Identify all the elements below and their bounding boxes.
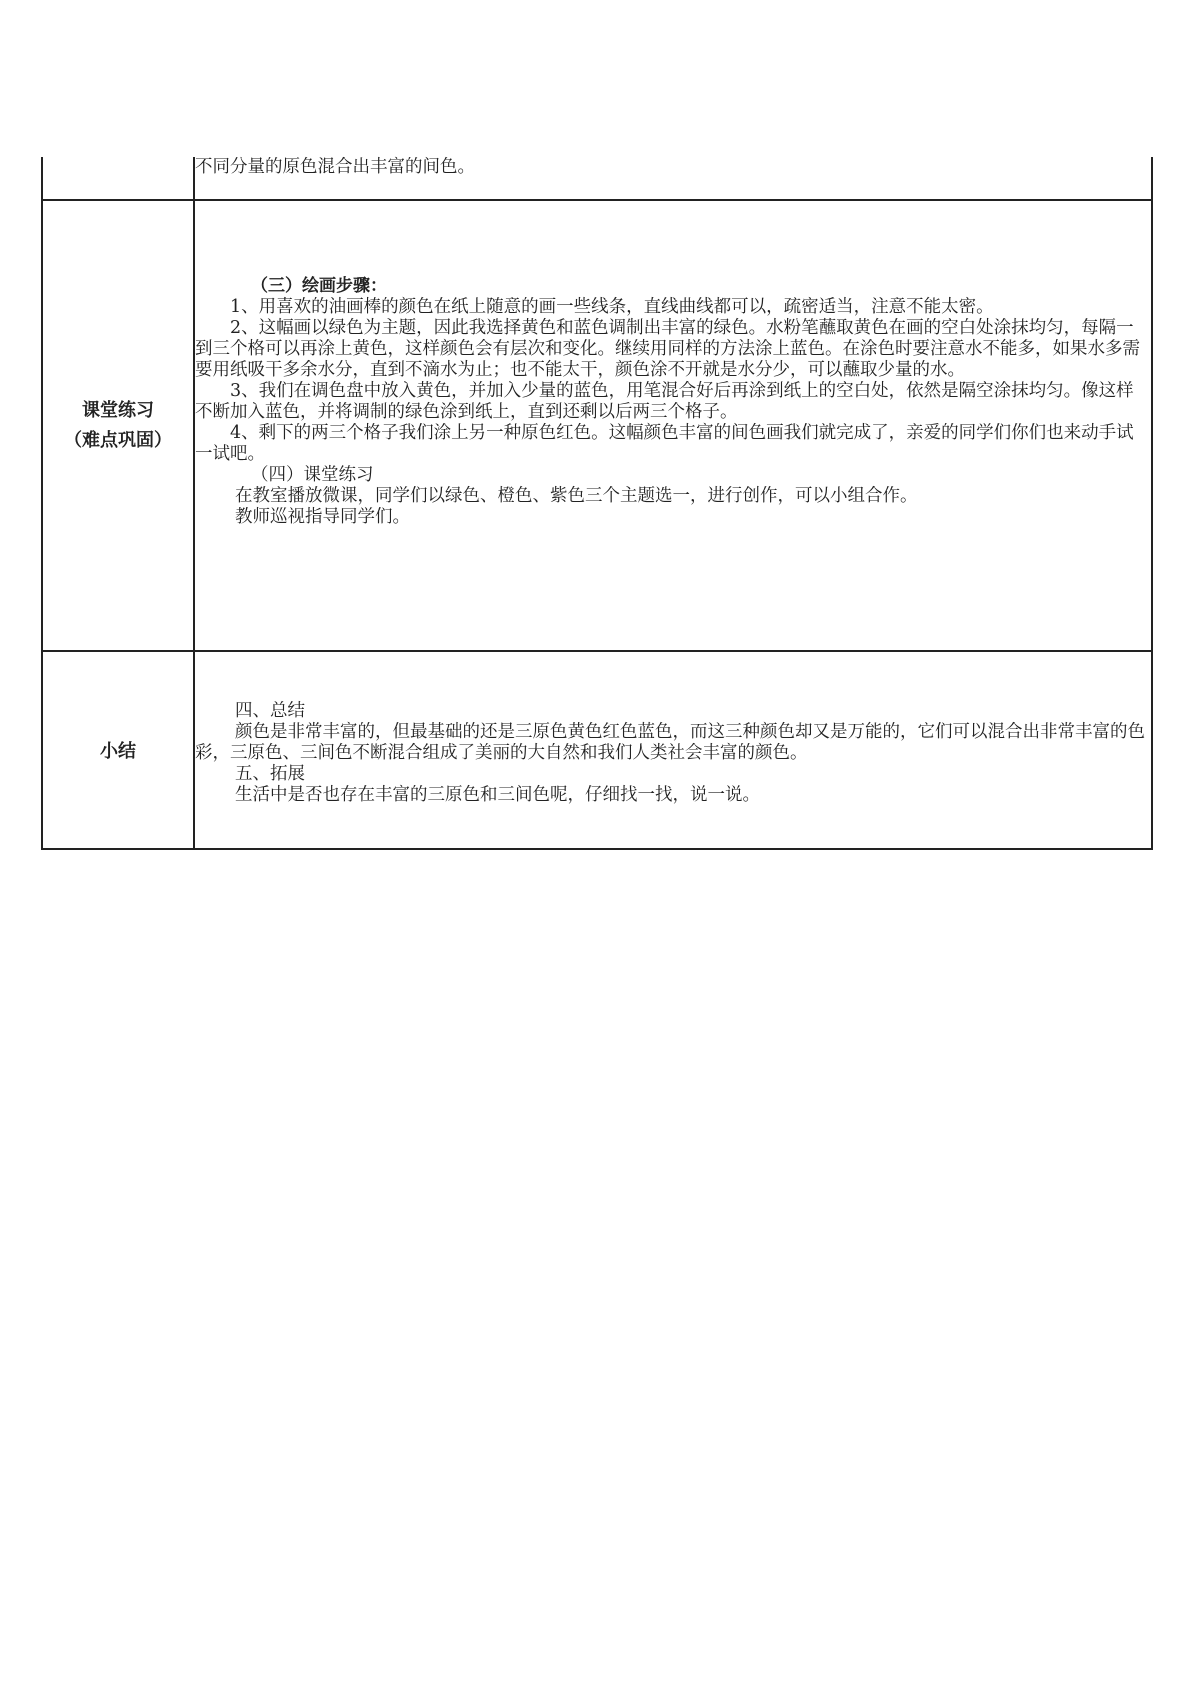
steps-heading: （三）绘画步骤： [251,276,387,296]
lesson-plan-table [41,157,1153,850]
practice-text-1: 在教室播放微课，同学们以绿色、橙色、紫色三个主题选一，进行创作，可以小组合作。 [235,486,918,506]
table-row-practice [42,200,1152,651]
row-label-summary: 小结 [42,651,194,849]
row-content-continued [194,157,1152,200]
row-content-practice [194,200,1152,651]
step-4: 4、剩下的两三个格子我们涂上另一种原色红色。这幅颜色丰富的间色画我们就完成了，亲爱的同学们你们也来动手试一试吧。 [195,423,1134,464]
step-2: 2、这幅画以绿色为主题，因此我选择黄色和蓝色调制出丰富的绿色。水粉笔蘸取黄色在画的空白处涂抹均匀，每隔一到三个格可以再涂上黄色，这样颜色会有层次和变化。继续用同样的方法涂上蓝色。在涂色时要注意水不能多，如果水多需要用纸吸干多余水分，直到不滴水为止；也不能太干，颜色涂不开就是水分少，可以蘸取少量的水。 [195,318,1140,380]
continued-text: 不同分量的原色混合出丰富的间色。 [195,157,475,177]
row-label-practice [42,200,194,651]
row-label-empty [42,157,194,200]
summary-text: 颜色是非常丰富的，但最基础的还是三原色黄色红色蓝色，而这三种颜色却又是万能的，它们可以混合出非常丰富的色彩，三原色、三间色不断混合组成了美丽的大自然和我们人类社会丰富的颜色。 [195,722,1145,763]
label-practice-line2: （难点巩固） [64,429,172,451]
table-row-continued [42,157,1152,200]
step-3: 3、我们在调色盘中放入黄色，并加入少量的蓝色，用笔混合好后再涂到纸上的空白处，依然是隔空涂抹均匀。像这样不断加入蓝色，并将调制的绿色涂到纸上，直到还剩以后两三个格子。 [195,381,1134,422]
table-row-summary [42,651,1152,849]
extension-heading: 五、拓展 [235,764,305,784]
label-practice-line1: 课堂练习 [82,399,154,421]
step-1: 1、用喜欢的油画棒的颜色在纸上随意的画一些线条，直线曲线都可以，疏密适当，注意不能太密。 [230,297,994,317]
summary-heading: 四、总结 [235,701,305,721]
extension-text: 生活中是否也存在丰富的三原色和三间色呢，仔细找一找，说一说。 [235,785,760,805]
practice-text-2: 教师巡视指导同学们。 [235,507,410,527]
row-content-summary [194,651,1152,849]
practice-subheading: （四）课堂练习 [251,465,374,485]
